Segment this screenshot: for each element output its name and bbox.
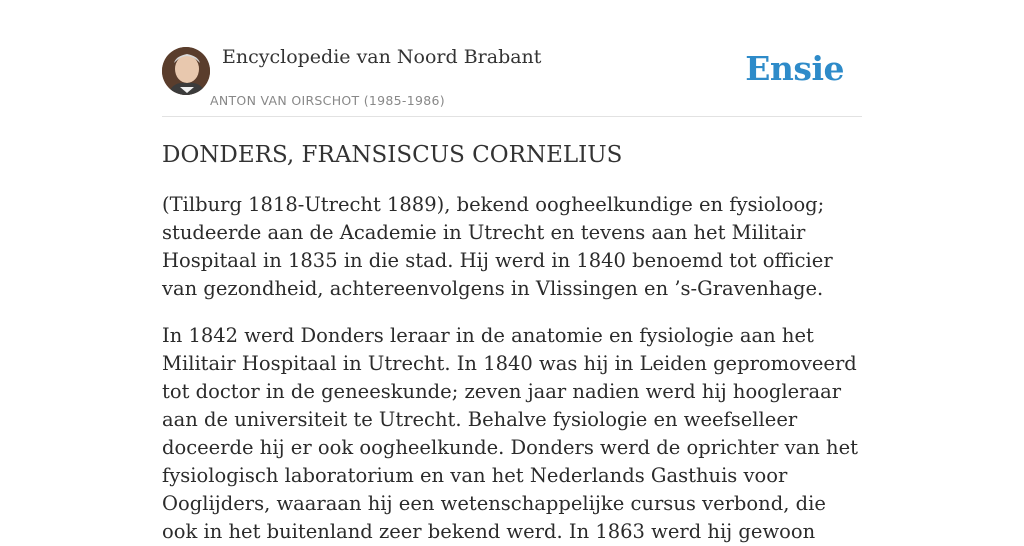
article	[162, 140, 862, 546]
ensie-logo[interactable]: Ensie	[745, 49, 844, 88]
article-paragraph: (Tilburg 1818-Utrecht 1889), bekend oogheelkundige en fysioloog; studeerde aan de Academie in Utrecht en tevens aan het Militair Hospitaal in 1835 in die stad. Hij werd in 1840 benoemd tot officier van gezondheid, achtereenvolgens in Vlissingen en ’s-Gravenhage.	[162, 193, 833, 300]
article-title: DONDERS, FRANSISCUS CORNELIUS	[162, 142, 623, 168]
page-header	[162, 40, 862, 117]
source-title[interactable]: Encyclopedie van Noord Brabant	[222, 46, 542, 68]
article-paragraph: In 1842 werd Donders leraar in de anatomie en fysiologie aan het Militair Hospitaal in Utrecht. In 1840 was hij in Leiden gepromoveerd tot doctor in de geneeskunde; zeven jaar nadien werd hij hoogleraar aan de universiteit te Utrecht. Behalve fysiologie en weefselleer doceerde hij er ook oogheelkunde. Donders werd de oprichter van het fysiologisch laboratorium en van het Nederlands Gasthuis voor Ooglijders, waaraan hij een wetenschappelijke cursus verbond, die ook in het buitenland zeer bekend werd. In 1863 werd hij gewoon	[162, 324, 858, 543]
author-credit[interactable]: ANTON VAN OIRSCHOT (1985-1986)	[210, 93, 445, 108]
author-avatar[interactable]	[162, 47, 210, 95]
author-portrait-icon	[162, 47, 210, 95]
